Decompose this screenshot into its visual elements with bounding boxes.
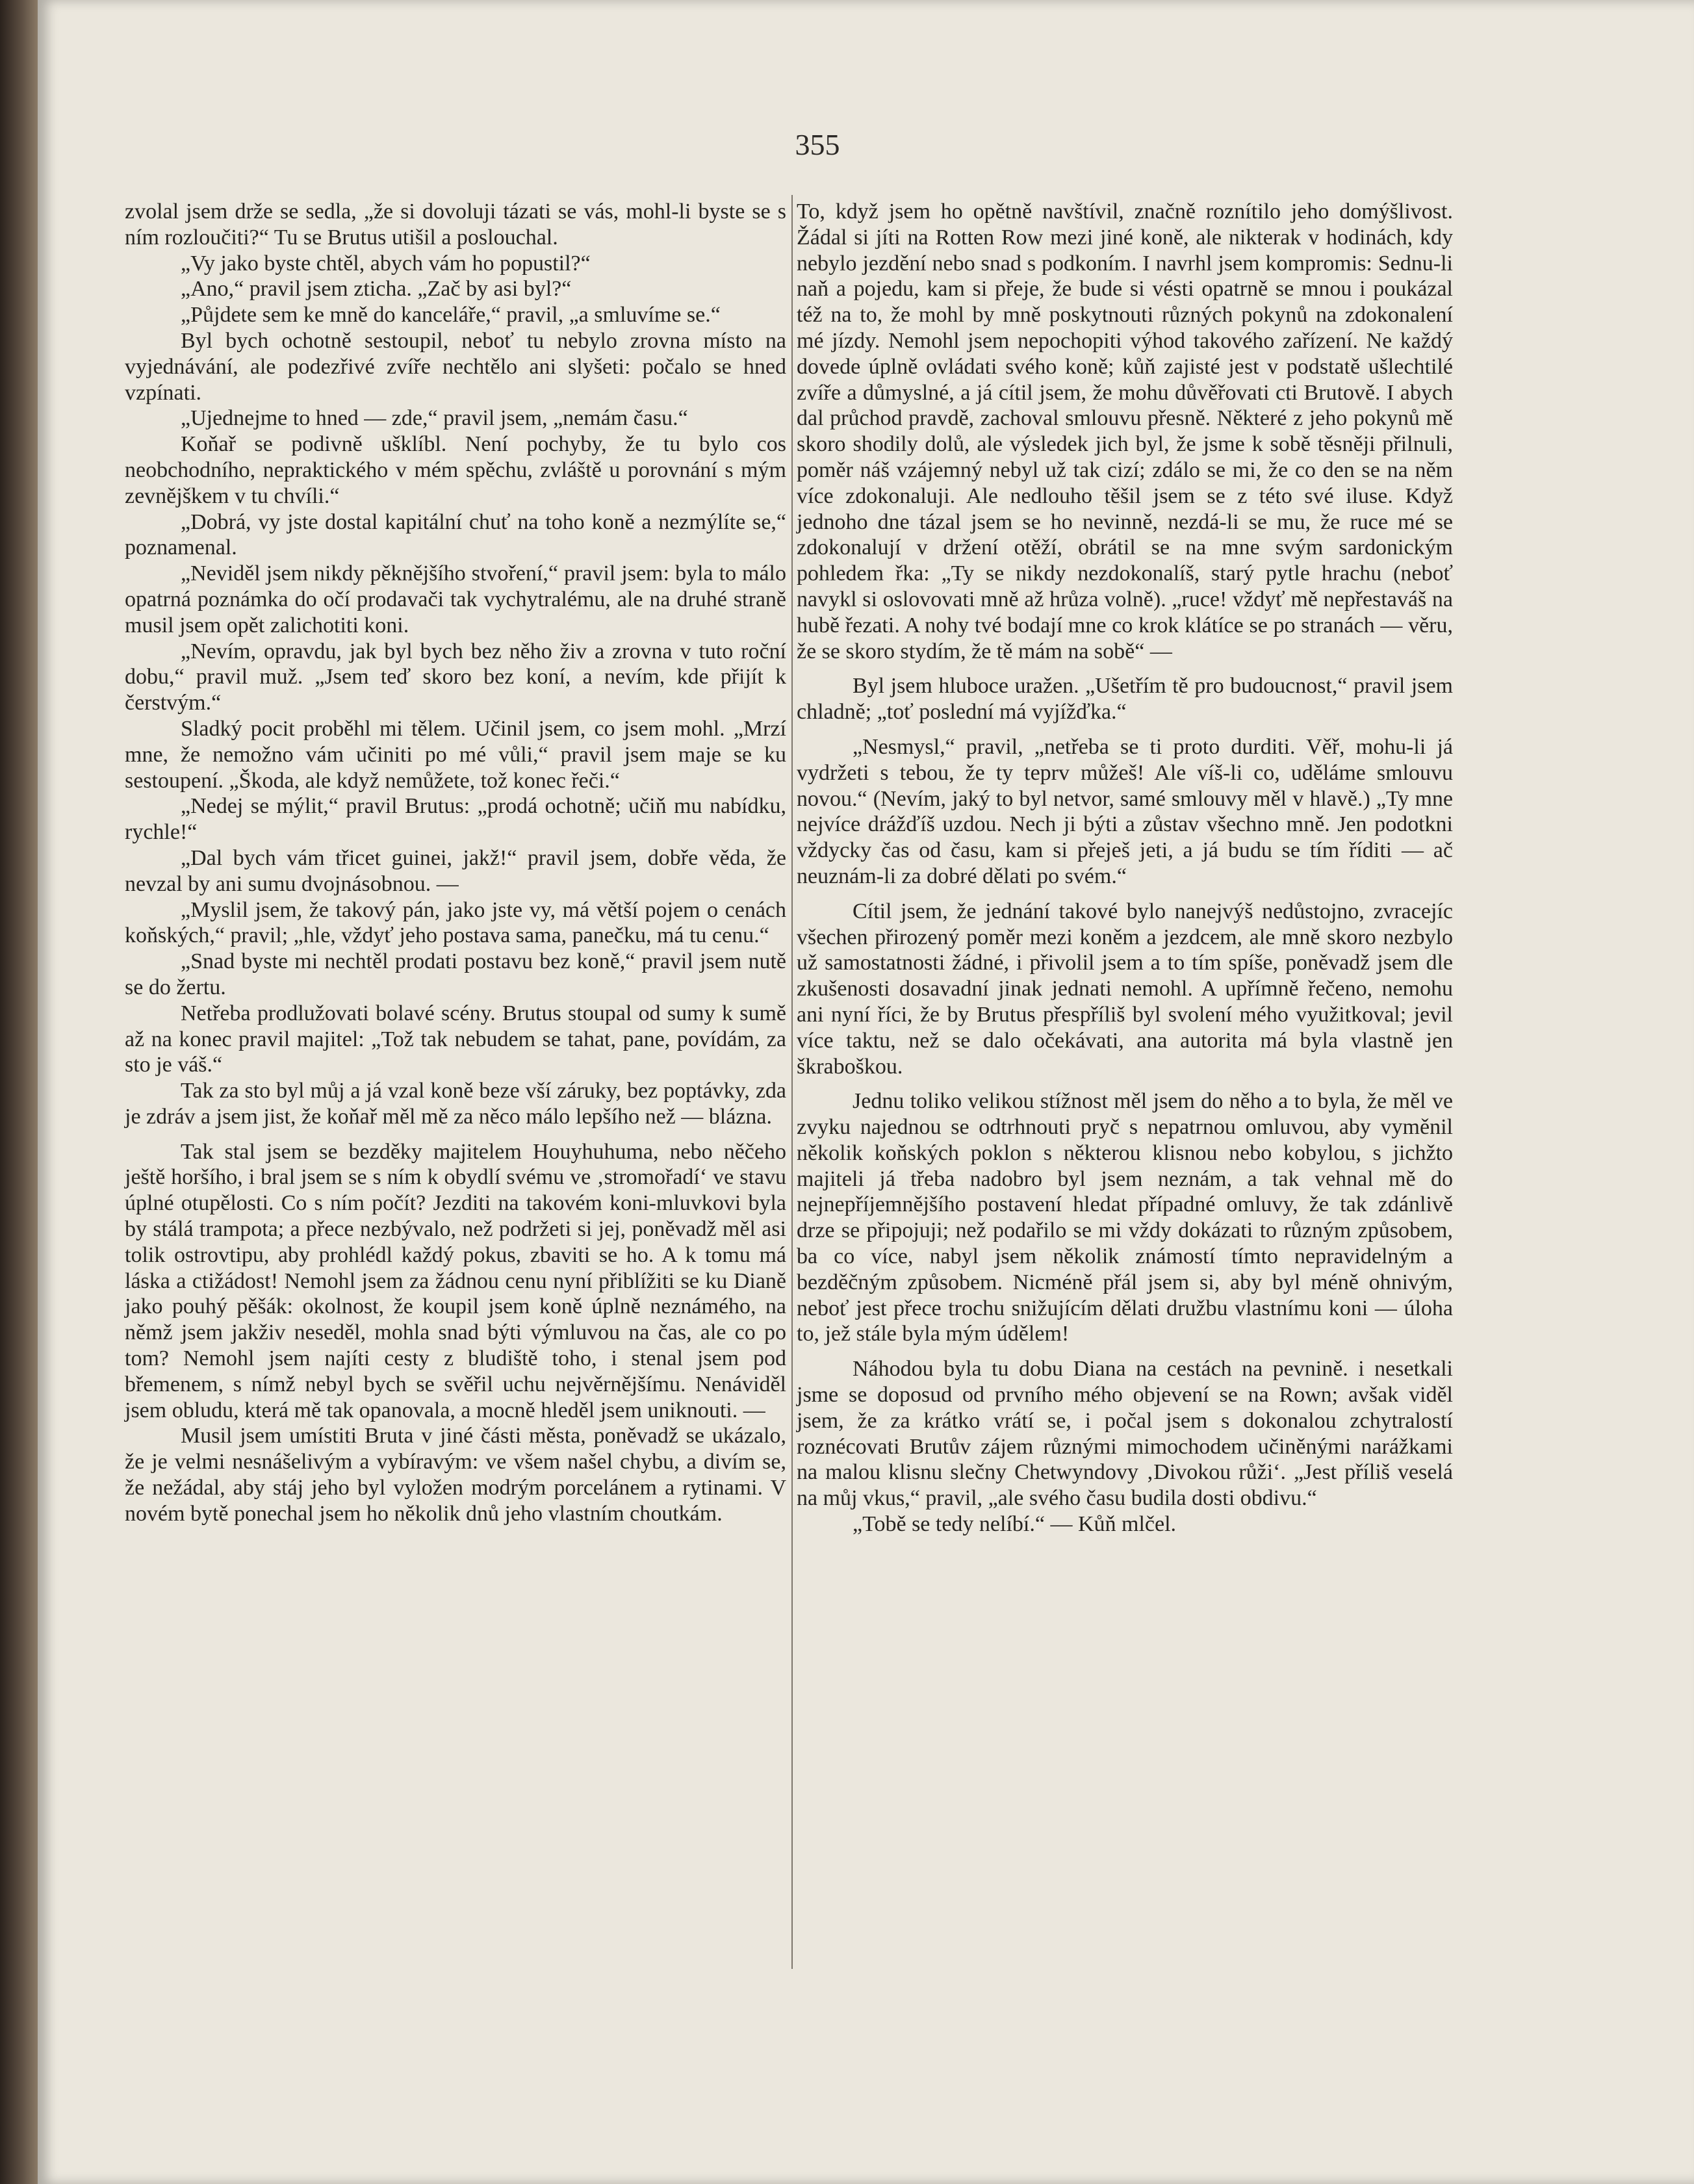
paragraph: „Vy jako byste chtěl, abych vám ho popustil?“ — [181, 251, 591, 276]
paragraph: „Nevím, opravdu, jak byl bych bez něho živ a zrovna v tuto roční dobu,“ pravil muž. „Jsem teď skoro bez koní, a nevím, kde přijít k čerstvým.“ — [125, 639, 786, 715]
column-divider — [791, 195, 793, 1969]
paragraph: Koňař se podivně ušklíbl. Není pochyby, že tu bylo cos neobchodního, nepraktického v mém spěchu, zvláště u porovnání s mým zevnějškem v tu chvíli.“ — [125, 432, 786, 508]
paragraph: Sladký pocit proběhl mi tělem. Učinil jsem, co jsem mohl. „Mrzí mne, že nemožno vám učiniti po mé vůli,“ pravil jsem maje se ku sestoupení. „Škoda, ale když nemůžete, tož konec řeči.“ — [125, 716, 786, 793]
paragraph: „Ujednejme to hned — zde,“ pravil jsem, „nemám času.“ — [181, 406, 688, 431]
paragraph: „Dal bych vám třicet guinei, jakž!“ pravil jsem, dobře věda, že nevzal by ani sumu dvojnásobnou. — — [125, 845, 786, 896]
paragraph: „Nesmysl,“ pravil, „netřeba se ti proto durditi. Věř, mohu-li já vydržeti s tebou, že ty teprv můžeš! Ale víš-li co, uděláme smlouvu novou.“ (Nevím, jaký to byl netvor, samé smlouvy měl v hlavě.) „Ty mne nejvíce drážďíš uzdou. Nech ji býti a zůstav všechno mně. Jen podotkni vždycky čas od času, kam si přeješ jeti, a já budu se tím říditi — ač neuznám-li za dobré dělati po svém.“ — [797, 734, 1453, 888]
paragraph: Byl bych ochotně sestoupil, neboť tu nebylo zrovna místo na vyjednávání, ale podezřivé zvíře nechtělo ani slyšeti: počalo se hned vzpínati. — [125, 328, 786, 405]
paragraph: „Myslil jsem, že takový pán, jako jste vy, má větší pojem o cenách koňských,“ pravil; „hle, vždyť jeho postava sama, panečku, má tu cenu.“ — [125, 897, 786, 948]
paragraph: „Snad byste mi nechtěl prodati postavu bez koně,“ pravil jsem nutě se do žertu. — [125, 949, 786, 999]
book-spine-shadow — [0, 0, 38, 2184]
paragraph: „Nedej se mýlit,“ pravil Brutus: „prodá ochotně; učiň mu nabídku, rychle!“ — [125, 794, 786, 845]
paragraph: Tak stal jsem se bezděky majitelem Houyhuhuma, nebo něčeho ještě horšího, i bral jsem se s ním k obydlí svému ve ‚stromořadí‘ ve stavu úplné otupělosti. Co s ním počít? Jezditi na takovém koni-mluvkovi byla by stálá trampota; a přece nezbývalo, než podržeti si jej, poněvadž měl asi tolik ostrovtipu, aby prohlédl každý pokus, zbaviti se ho. A k tomu má láska a ctižádost! Nemohl jsem za žádnou cenu nyní přiblížiti se ku Dianě jako pouhý pěšák: okolnost, že koupil jsem koně úplně neznámého, na němž jsem jakživ neseděl, mohla snad býti výmluvou na čas, ale co po tom? Nemohl jsem najíti cesty z bludiště toho, i stenal jsem pod břemenem, s nímž nebyl bych se svěřil uchu nejvěrnějšímu. Nenáviděl jsem obludu, která mě tak opanovala, a mocně hleděl jsem uniknouti. — — [125, 1139, 786, 1422]
paragraph: To, když jsem ho opětně navštívil, značně roznítilo jeho domýšlivost. Žádal si jíti na Rotten Row mezi jiné koně, ale nikterak v hodinách, kdy nebylo jezdění nebo snad s podkoním. I navrhl jsem kompromis: Sednu-li naň a pojedu, kam si přeje, že bude si vésti opatrně se mnou i poukázal též na to, že mohl by mně poskytnouti různých pokynů na zdokonalení mé jízdy. Nemohl jsem nepochopiti výhod takového zařízení. Ne každý dovede úplně ovládati svého koně; kůň zajisté jest v podstatě ušlechtilé zvíře a důmyslné, a já cítil jsem, že mohu důvěřovati cti Brutově. I abych dal průchod pravdě, zachoval smlouvu přesně. Některé z jeho pokynů mě skoro shodily dolů, ale výsledek jich byl, že jsme k sobě těsněji přilnuli, poměr náš vzájemný nebyl už tak cizí; zdálo se mi, že co den se na něm více zdokonaluji. Ale nedlouho těšil jsem se z této své iluse. Když jednoho dne tázal jsem se ho nevinně, nezdá-li se mu, že ruce mé se zdokonalují v držení otěží, obrátil se na mne svým sardonickým pohledem řka: „Ty se nikdy nezdokonalíš, starý pytle hrachu (neboť navykl si oslovovati mně až hrůza volně). „ruce! vždyť mě nepřestaváš na hubě řezati. A nohy tvé bodají mne co krok klátíce se po stranách — věru, že se skoro stydím, že tě mám na sobě“ — — [797, 199, 1453, 663]
paragraph: Musil jsem umístiti Bruta v jiné části města, poněvadž se ukázalo, že je velmi nesnášelivým a vybíravým: ve všem našel chybu, a divím se, že nežádal, aby stáj jeho byl vyložen modrým porcelánem a rytinami. V novém bytě ponechal jsem ho několik dnů jeho vlastním choutkám. — [125, 1424, 786, 1526]
paragraph: „Půjdete sem ke mně do kanceláře,“ pravil, „a smluvíme se.“ — [181, 303, 721, 328]
paragraph: „Neviděl jsem nikdy pěknějšího stvoření,“ pravil jsem: byla to málo opatrná poznámka do očí prodavači tak vychytralému, ale na druhé straně musil jsem opět zalichotiti koni. — [125, 561, 786, 637]
paragraph: „Dobrá, vy jste dostal kapitální chuť na toho koně a nezmýlíte se,“ poznamenal. — [125, 509, 786, 560]
right-text-column — [797, 199, 1453, 1537]
paragraph: Cítil jsem, že jednání takové bylo nanejvýš nedůstojno, zvracejíc všechen přirozený poměr mezi koněm a jezdcem, ale mně skoro nezbylo už samostatnosti žádné, i přivolil jsem a to tím spíše, poněvadž jsem dle zkušenosti dosavadní jinak jednati nemohl. A upřímně řečeno, nemohu ani nyní říci, že by Brutus přespříliš byl svolení mého využitkoval; jevil více taktu, než se dalo očekávati, ana autorita má byla vlastně jen škraboškou. — [797, 899, 1453, 1079]
paragraph: Tak za sto byl můj a já vzal koně beze vší záruky, bez poptávky, zda je zdráv a jsem jist, že koňař měl mě za něco málo lepšího než — blázna. — [125, 1079, 786, 1129]
paragraph: Byl jsem hluboce uražen. „Ušetřím tě pro budoucnost,“ pravil jsem chladně; „toť poslední má vyjížďka.“ — [797, 674, 1453, 725]
paragraph: zvolal jsem drže se sedla, „že si dovoluji tázati se vás, mohl-li byste se s ním rozloučiti?“ Tu se Brutus utišil a poslouchal. — [125, 199, 786, 250]
paragraph: Náhodou byla tu dobu Diana na cestách na pevnině. i nesetkali jsme se doposud od prvního mého objevení se na Rown; avšak viděl jsem, že za krátko vrátí se, i počal jsem s dokonalou zchytralostí roznécovati Brutův zájem různými mimochodem učiněnými narážkami na malou klisnu slečny Chetwyndovy ‚Divokou růži‘. „Jest příliš veselá na můj vkus,“ pravil, „ale svého času budila dosti obdivu.“ — [797, 1357, 1453, 1511]
paragraph: Jednu toliko velikou stížnost měl jsem do něho a to byla, že měl ve zvyku najednou se odtrhnouti pryč s nepatrnou omluvou, aby vyměnil několik koňských poklon s některou klisnou nebo kobylou, s jichžto majiteli já třeba nadobro byl jsem neznám, a tak vehnal mě do nejnepříjemnějšího postavení hledat případné omluvy, že tak zdánlivě drze se připojuji; než podařilo se mi vždy dokázati to různým způsobem, ba co více, nabyl jsem několik známostí tímto nepravidelným a bezděčným způsobem. Nicméně přál jsem si, aby byl méně ohnivým, neboť jest přece trochu snižujícím dělati družbu vlastnímu koni — úloha to, jež stále byla mým údělem! — [797, 1089, 1453, 1346]
page-number: 355 — [795, 128, 840, 161]
left-text-column — [125, 199, 786, 1527]
paragraph: „Tobě se tedy nelíbí.“ — Kůň mlčel. — [853, 1512, 1177, 1537]
paragraph: Netřeba prodlužovati bolavé scény. Brutus stoupal od sumy k sumě až na konec pravil majitel: „Tož tak nebudem se tahat, pane, povídám, za sto je váš.“ — [125, 1001, 786, 1077]
paragraph: „Ano,“ pravil jsem zticha. „Zač by asi byl?“ — [181, 277, 572, 302]
